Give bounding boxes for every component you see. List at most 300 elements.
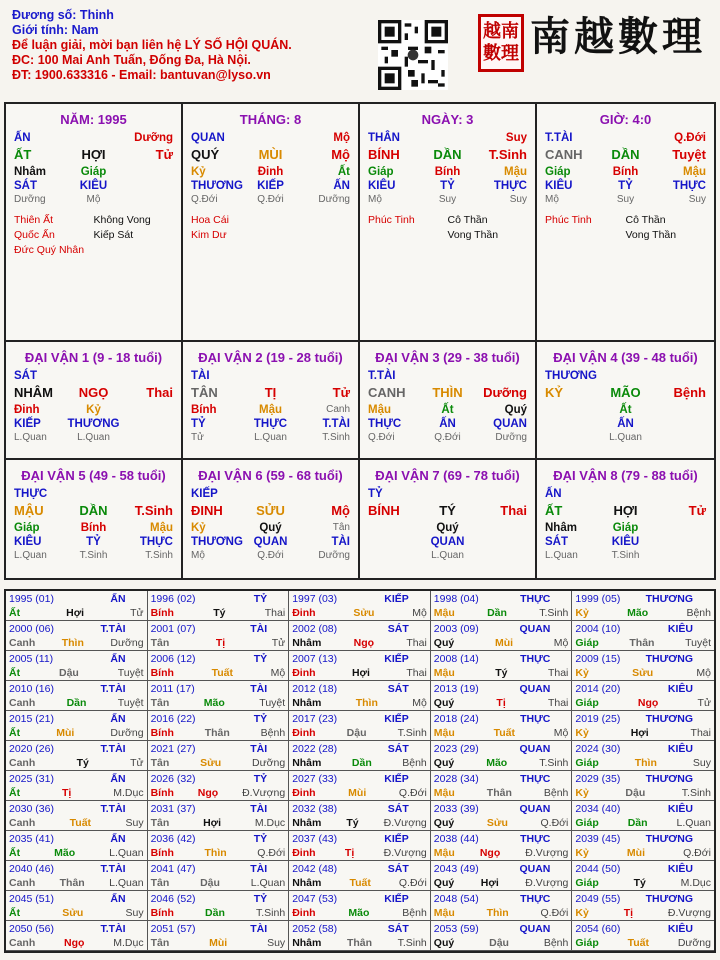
year-pillar: [575, 906, 711, 920]
hidden-stems-item: Kỷ: [86, 404, 101, 416]
year-header: [575, 622, 711, 636]
year-stage: Tử: [271, 637, 286, 649]
year-stem: Giáp: [575, 697, 599, 709]
hidden-stem-god-item: [121, 369, 173, 383]
hidden-stems: [545, 521, 706, 535]
year-stage: Đ.Vượng: [525, 847, 569, 859]
year-branch: Tý: [633, 877, 646, 889]
year-header: [434, 892, 569, 906]
year-pillar: [9, 636, 144, 650]
year-stage: Q.Đới: [257, 847, 286, 859]
year-stem: Tân: [150, 637, 170, 649]
year-cell: [431, 621, 573, 651]
year-cell: [289, 891, 431, 921]
stem-branch-item: Tử: [155, 147, 173, 162]
year-label: 2007 (13): [292, 653, 338, 665]
year-pillar: [9, 906, 144, 920]
year-pillar: [434, 756, 569, 770]
year-header: [434, 922, 569, 936]
year-header: [292, 682, 427, 696]
hidden-stems: [368, 165, 527, 179]
life-stages-item: L.Quan: [545, 550, 578, 561]
stem-branch: [191, 383, 350, 403]
hidden-stem-god: [191, 369, 350, 383]
year-god: TÀI: [250, 743, 268, 755]
year-header: [434, 712, 569, 726]
year-stage: T.Sinh: [397, 937, 427, 949]
year-label: 2037 (43): [292, 833, 338, 845]
year-god: T.TÀI: [100, 683, 126, 695]
year-cell: [431, 831, 573, 861]
year-stage: Mộ: [412, 697, 427, 709]
stem-branch-item: Thai: [146, 385, 173, 400]
hidden-stem-god-item: Q.Đới: [674, 132, 706, 144]
stars-right: [271, 213, 351, 243]
dai-van-6: [183, 460, 360, 578]
year-label: 2020 (26): [9, 743, 54, 755]
year-pillar: [292, 666, 427, 680]
life-stages-item: [475, 549, 527, 563]
year-god: KIÊU: [667, 863, 693, 875]
year-god: TỶ: [253, 773, 268, 785]
ten-gods-item: QUAN: [493, 418, 527, 430]
ten-gods-item: T.TÀI: [322, 418, 350, 430]
stem-branch-item: Thai: [500, 503, 527, 518]
year-pillar: [9, 606, 144, 620]
year-stage: Tuyệt: [117, 667, 144, 679]
hidden-stems-item: [368, 521, 420, 535]
year-cell: [148, 801, 290, 831]
stem-branch: [14, 383, 173, 403]
hidden-stem-god: [14, 131, 173, 145]
year-god: QUAN: [519, 623, 551, 635]
year-cell: [6, 651, 148, 681]
year-stem: Kỷ: [575, 907, 589, 919]
year-stage: Bệnh: [402, 907, 427, 919]
dai-van-5: [6, 460, 183, 578]
year-stem: Bính: [150, 667, 174, 679]
ten-gods-item: KIÊU: [611, 536, 640, 548]
year-cell: [6, 891, 148, 921]
year-stem: Kỷ: [575, 607, 589, 619]
year-pillar: [9, 726, 144, 740]
life-stages-item: [653, 549, 706, 563]
year-pillar: [575, 756, 711, 770]
dai-van-6-lines: [183, 487, 358, 563]
life-stages-item: L.Quan: [14, 550, 47, 561]
year-cell: [572, 921, 714, 951]
year-stem: Giáp: [575, 877, 599, 889]
hidden-stem-god-item: [653, 487, 706, 501]
year-header: [575, 742, 711, 756]
year-god: TỶ: [253, 833, 268, 845]
year-label: 2031 (37): [150, 803, 196, 815]
hidden-stems: [191, 403, 350, 417]
hidden-stems-item: Nhâm: [14, 166, 46, 178]
pillar-1: [6, 104, 183, 340]
ten-gods: [368, 417, 527, 431]
year-stem: Ất: [9, 907, 21, 919]
stem-branch-item: THÌN: [432, 385, 463, 400]
year-stage: Bệnh: [402, 757, 427, 769]
dai-van-1-title: ĐẠI VẬN 1 (9 - 18 tuổi): [24, 350, 163, 365]
year-header: [9, 832, 144, 846]
year-stage: Thai: [690, 727, 711, 739]
year-cell: [431, 891, 573, 921]
year-stage: L.Quan: [250, 877, 286, 889]
year-pillar: [434, 876, 569, 890]
pillar-1-stars: [6, 207, 181, 258]
year-pillar: [575, 876, 711, 890]
year-label: 2015 (21): [9, 713, 54, 725]
life-stages: [191, 431, 350, 445]
life-stages: [191, 193, 350, 207]
year-pillar: [434, 816, 569, 830]
year-branch: Tý: [495, 667, 508, 679]
year-god: T.TÀI: [100, 923, 126, 935]
seal-top-text: 越南: [483, 21, 519, 42]
stem-branch-item: DẦN: [611, 147, 640, 162]
year-god: KIẾP: [384, 893, 409, 905]
year-god: THỰC: [520, 593, 551, 605]
year-header: [151, 592, 286, 606]
year-stage: Tử: [130, 757, 144, 769]
year-header: [9, 862, 144, 876]
year-pillar: [292, 726, 427, 740]
brand-logo: [490, 5, 706, 62]
life-stages-item: Dưỡng: [495, 432, 527, 443]
year-branch: Ngọ: [64, 937, 85, 949]
year-pillar: [151, 636, 286, 650]
year-label: 2053 (59): [433, 923, 479, 935]
year-branch: Hợi: [351, 667, 370, 679]
year-branch: Thân: [629, 637, 655, 649]
year-stage: T.Sinh: [255, 907, 286, 919]
year-branch: Tị: [623, 907, 634, 919]
year-cell: [148, 771, 290, 801]
year-pillar: [292, 816, 427, 830]
year-stage: Suy: [125, 907, 144, 919]
year-pillar: [434, 936, 569, 950]
year-header: [292, 802, 427, 816]
life-stages-item: Q.Đới: [191, 194, 218, 205]
year-label: 2018 (24): [433, 713, 479, 725]
year-header: [151, 862, 286, 876]
hidden-stems-item: [121, 403, 173, 417]
hidden-stem-god: [545, 131, 706, 145]
dai-van-7-title: ĐẠI VẬN 7 (69 - 78 tuổi): [375, 468, 520, 483]
year-stem: Nhâm: [292, 817, 322, 829]
year-pillar: [151, 756, 286, 770]
stem-branch-item: NGỌ: [78, 385, 109, 400]
life-stages: [14, 549, 173, 563]
star-item: Vong Thần: [447, 229, 499, 241]
year-god: THƯƠNG: [645, 653, 693, 665]
hidden-stem-god-item: [421, 487, 473, 501]
year-stem: Bính: [150, 847, 174, 859]
hidden-stems: [14, 403, 173, 417]
year-header: [9, 742, 144, 756]
year-stem: Tân: [150, 937, 170, 949]
year-header: [151, 652, 286, 666]
year-god: KIẾP: [384, 833, 409, 845]
year-stem: Tân: [150, 877, 170, 889]
year-stem: Giáp: [575, 937, 599, 949]
dai-van-4-lines: [537, 369, 714, 445]
year-stem: Quý: [433, 697, 455, 709]
contact-note: Để luận giải, mời bạn liên hệ LÝ SỐ HỘI QUÁN.: [12, 38, 292, 52]
year-header: [434, 742, 569, 756]
year-god: TÀI: [250, 863, 268, 875]
year-cell: [289, 801, 431, 831]
year-branch: Mão: [348, 907, 370, 919]
year-header: [434, 832, 569, 846]
hidden-stems-item: Tân: [332, 522, 350, 533]
year-branch: Thìn: [61, 637, 84, 649]
year-branch: Thân: [204, 727, 230, 739]
year-stem: Mậu: [433, 607, 455, 619]
life-stages: [368, 193, 527, 207]
year-branch: Thìn: [634, 757, 657, 769]
year-stem: Tân: [150, 757, 170, 769]
year-header: [151, 832, 286, 846]
year-god: TỶ: [253, 713, 268, 725]
year-header: [575, 922, 711, 936]
year-label: 2045 (51): [9, 893, 54, 905]
year-header: [9, 622, 144, 636]
stem-branch-item: CANH: [368, 385, 406, 400]
hidden-stems-item: Kỷ: [191, 166, 206, 178]
year-pillar: [575, 606, 711, 620]
year-pillar: [151, 696, 286, 710]
dai-van-4: [537, 342, 714, 458]
year-branch: Tý: [346, 817, 359, 829]
year-stem: Bính: [150, 907, 174, 919]
life-stages: [368, 431, 527, 445]
hidden-stem-god-item: [475, 487, 527, 501]
year-stem: Canh: [9, 637, 36, 649]
year-label: 1995 (01): [9, 593, 54, 605]
year-god: QUAN: [519, 743, 551, 755]
stem-branch-item: KỶ: [545, 385, 564, 400]
year-header: [151, 772, 286, 786]
year-label: 2043 (49): [433, 863, 479, 875]
year-stem: Canh: [9, 757, 36, 769]
hidden-stems: [368, 403, 527, 417]
year-pillar: [151, 936, 286, 950]
year-stem: Quý: [433, 637, 455, 649]
year-cell: [148, 861, 290, 891]
year-cell: [289, 771, 431, 801]
life-stages-item: Suy: [509, 194, 527, 205]
year-cell: [431, 861, 573, 891]
dai-van-1: [6, 342, 183, 458]
year-label: 2054 (60): [575, 923, 621, 935]
year-pillar: [434, 606, 569, 620]
year-branch: Dậu: [346, 727, 367, 739]
year-branch: Tị: [496, 697, 506, 709]
year-stage: Thai: [264, 607, 286, 619]
year-god: T.TÀI: [100, 743, 126, 755]
stem-branch-item: SỬU: [256, 503, 285, 518]
year-label: 2033 (39): [433, 803, 479, 815]
year-god: ẤN: [110, 833, 126, 845]
year-header: [434, 802, 569, 816]
year-stage: Dưỡng: [677, 937, 711, 949]
year-stem: Giáp: [575, 637, 599, 649]
year-stage: Bệnh: [260, 727, 286, 739]
stars-right: [626, 213, 707, 243]
year-cell: [289, 621, 431, 651]
year-cell: [148, 621, 290, 651]
year-pillar: [151, 816, 286, 830]
year-branch: Dậu: [58, 667, 79, 679]
year-cell: [572, 621, 714, 651]
ten-gods-item: [475, 535, 527, 549]
year-god: THỰC: [520, 713, 551, 725]
year-label: 2029 (35): [575, 773, 621, 785]
year-branch: Dần: [627, 817, 648, 829]
year-label: 2049 (55): [575, 893, 621, 905]
year-god: THỰC: [520, 893, 551, 905]
year-stage: Mộ: [270, 667, 286, 679]
ten-gods: [368, 179, 527, 193]
hidden-stem-god-item: Mộ: [333, 132, 350, 144]
stem-branch-item: CANH: [545, 147, 583, 162]
ten-gods-item: SÁT: [545, 536, 568, 548]
dai-van-1-lines: [6, 369, 181, 445]
hidden-stem-god-item: [67, 131, 119, 145]
stem-branch-item: DẦN: [433, 147, 462, 162]
hidden-stems-item: Ất: [619, 404, 632, 416]
year-god: SÁT: [387, 683, 409, 695]
year-label: 2006 (12): [150, 653, 196, 665]
year-stem: Mậu: [433, 727, 455, 739]
year-stage: L.Quan: [676, 817, 711, 829]
year-header: [292, 862, 427, 876]
ten-gods-item: THƯƠNG: [191, 536, 243, 548]
life-stages-item: Suy: [438, 194, 457, 205]
year-cell: [431, 921, 573, 951]
hidden-stems-item: Đinh: [14, 404, 40, 416]
ten-gods-item: TỶ: [191, 418, 206, 430]
year-cell: [289, 681, 431, 711]
year-header: [9, 922, 144, 936]
life-stages-item: T.Sinh: [322, 432, 350, 443]
year-header: [151, 622, 286, 636]
year-cell: [572, 711, 714, 741]
year-branch: Dậu: [625, 787, 646, 799]
hidden-stem-god-item: [67, 487, 119, 501]
hidden-stem-god-item: [121, 487, 173, 501]
year-branch: Mùi: [209, 937, 228, 949]
life-stages-item: Suy: [616, 194, 635, 205]
stem-branch: [545, 383, 706, 403]
year-stem: Ất: [9, 727, 21, 739]
year-god: TỶ: [253, 593, 268, 605]
year-header: [292, 892, 427, 906]
year-label: 2004 (10): [575, 623, 621, 635]
life-stages-item: Q.Đới: [257, 194, 284, 205]
year-stage: L.Quan: [109, 877, 144, 889]
pillar-3-lines: [360, 131, 535, 207]
year-branch: Mão: [486, 757, 508, 769]
year-label: 2016 (22): [150, 713, 196, 725]
year-label: 2011 (17): [150, 683, 195, 695]
year-god: SÁT: [387, 623, 409, 635]
year-pillar: [9, 756, 144, 770]
year-branch: Hợi: [630, 727, 649, 739]
hidden-stem-god: [368, 487, 527, 501]
year-header: [434, 682, 569, 696]
ten-gods-item: ẤN: [617, 418, 634, 430]
year-pillar: [292, 696, 427, 710]
year-stage: T.Sinh: [539, 607, 569, 619]
ten-gods: [14, 535, 173, 549]
stem-branch: [191, 145, 350, 165]
year-label: 2040 (46): [9, 863, 54, 875]
year-header: [9, 892, 144, 906]
stem-branch-item: QUÝ: [191, 147, 220, 162]
hidden-stem-god-item: THƯƠNG: [545, 370, 597, 382]
dai-van-2: [183, 342, 360, 458]
year-stage: Mộ: [412, 607, 427, 619]
year-branch: Dần: [351, 757, 372, 769]
year-stage: Đ.Vượng: [525, 877, 569, 889]
year-pillar: [9, 846, 144, 860]
star-item: Vong Thần: [625, 229, 677, 241]
year-god: SÁT: [387, 923, 409, 935]
year-stem: Giáp: [575, 817, 599, 829]
ten-gods: [14, 417, 173, 431]
life-stages-item: [121, 193, 173, 207]
year-header: [434, 772, 569, 786]
year-god: KIẾP: [384, 773, 409, 785]
year-pillar: [434, 666, 569, 680]
hidden-stem-god: [191, 131, 350, 145]
year-branch: Sửu: [632, 667, 654, 679]
stem-branch-item: ẤT: [545, 503, 563, 518]
logo-text: 南越數理: [530, 13, 706, 60]
year-god: SÁT: [387, 743, 409, 755]
year-stage: Q.Đới: [540, 907, 569, 919]
year-header: [575, 802, 711, 816]
year-stage: Q.Đới: [540, 817, 569, 829]
hidden-stem-god-item: [421, 369, 473, 383]
year-label: 2035 (41): [9, 833, 54, 845]
ten-gods-item: KIẾP: [14, 418, 41, 430]
dai-van-5-title: ĐẠI VẬN 5 (49 - 58 tuổi): [21, 468, 166, 483]
year-branch: Thân: [346, 937, 373, 949]
year-stage: Tuyệt: [117, 697, 144, 709]
hidden-stem-god-item: [421, 131, 473, 145]
year-god: KIÊU: [667, 683, 693, 695]
pillar-row: [6, 104, 714, 342]
year-header: [9, 682, 144, 696]
year-cell: [572, 741, 714, 771]
year-cell: [431, 681, 573, 711]
stars-right: [448, 213, 528, 243]
year-stage: Tuyệt: [259, 697, 286, 709]
year-label: 2051 (57): [150, 923, 196, 935]
hidden-stem-god: [14, 369, 173, 383]
year-pillar: [292, 876, 427, 890]
year-cell: [431, 591, 573, 621]
hidden-stem-god-item: [298, 487, 350, 501]
dai-van-5-lines: [6, 487, 181, 563]
year-branch: Tị: [62, 787, 72, 799]
year-branch: Tuất: [627, 937, 649, 949]
